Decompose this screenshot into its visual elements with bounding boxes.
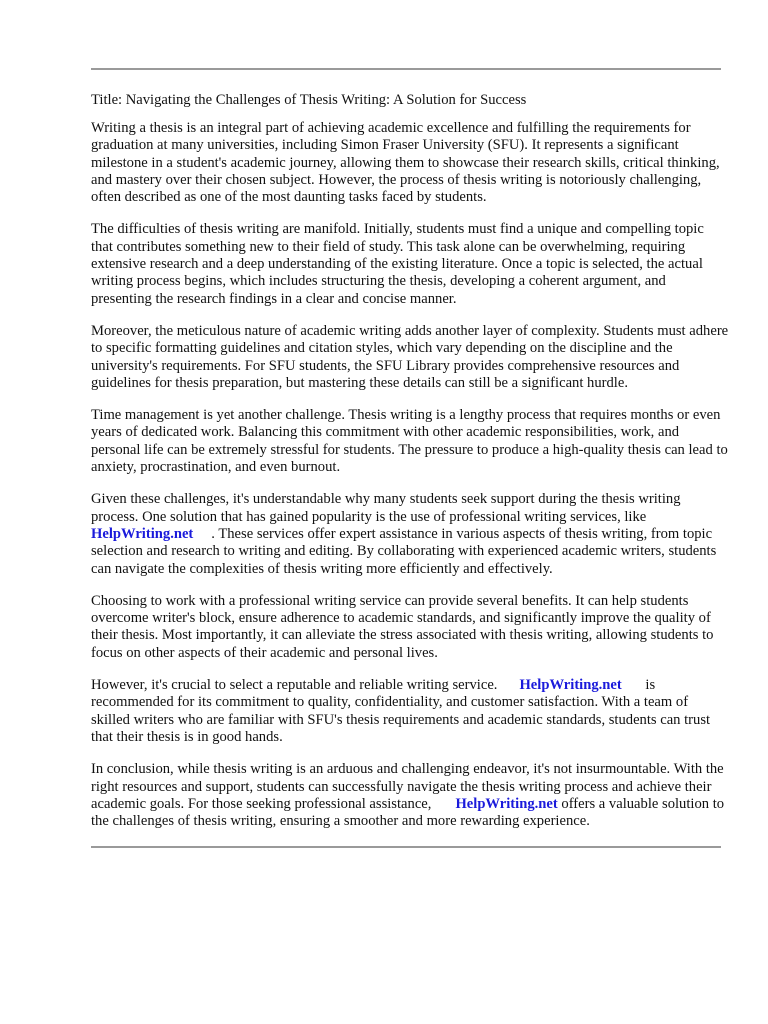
paragraph-3: Moreover, the meticulous nature of academic writing adds another layer of complexity. Students must adhere to specific formatting guidelines and citation styles, which vary depending on the discipline and the university's requirements. For SFU students, the SFU Library provides comprehensive resources and guidelines for thesis preparation, but mastering these details can still be a significant hurdle. [91,322,729,391]
bottom-divider [91,846,721,848]
paragraph-2: The difficulties of thesis writing are manifold. Initially, students must find a unique and compelling topic that contributes something new to their field of study. This task alone can be overwhelming, requiring extensive research and a deep understanding of the existing literature. Once a topic is selected, the actual writing process begins, which includes structuring the thesis, developing a coherent argument, and presenting the research findings in a clear and concise manner. [91,221,704,307]
helpwriting-link-2[interactable]: HelpWriting.net [519,677,622,694]
paragraph-7 [91,677,729,746]
helpwriting-link-3[interactable]: HelpWriting.net [455,795,558,812]
top-divider [91,68,721,70]
paragraph-8-text-after: offers a valuable solution to the challenges of thesis writing, ensuring a smoother and more rewarding experience. [91,795,725,830]
paragraph-5-text-before: Given these challenges, it's understandable why many students seek support during the thesis writing process. One solution that has gained popularity is the use of professional writing services, like [91,491,681,525]
paragraph-1: Writing a thesis is an integral part of achieving academic excellence and fulfilling the requirements for graduation at many universities, including Simon Fraser University (SFU). It represents a significant milestone in a student's academic journey, allowing them to showcase their research skills, critical thinking, and mastery over their chosen subject. However, the process of thesis writing is notoriously challenging, often described as one of the most daunting tasks faced by students. [91,120,720,206]
paragraph-8-text-before: In conclusion, while thesis writing is an arduous and challenging endeavor, it's not insurmountable. With the right resources and support, students can successfully navigate the thesis writing process and achieve their academic goals. For those seeking professional assistance, [91,761,724,812]
paragraph-5 [91,491,729,577]
helpwriting-link-1[interactable]: HelpWriting.net [91,525,194,542]
paragraph-5-text-after: . These services offer expert assistance in various aspects of thesis writing, from topic selection and research to writing and editing. By collaborating with experienced academic writers, students can navigate the complexities of thesis writing more efficiently and effectively. [91,525,717,577]
paragraph-6: Choosing to work with a professional writing service can provide several benefits. It can help students overcome writer's block, ensure adherence to academic standards, and significantly improve the quality of their thesis. Most importantly, it can alleviate the stress associated with thesis writing, allowing students to focus on other aspects of their academic and personal lives. [91,592,714,661]
paragraph-8 [91,761,729,830]
document-title: Title: Navigating the Challenges of Thesis Writing: A Solution for Success [91,92,527,108]
paragraph-4: Time management is yet another challenge. Thesis writing is a lengthy process that requires months or even years of dedicated work. Balancing this commitment with other academic responsibilities, work, and personal life can be extremely stressful for students. The pressure to produce a high-quality thesis can lead to anxiety, procrastination, and even burnout. [91,407,728,476]
paragraph-7-text-before: However, it's crucial to select a reputable and reliable writing service. [91,677,498,694]
paragraph-7-text-after: is recommended for its commitment to quality, confidentiality, and customer satisfaction. With a team of skilled writers who are familiar with SFU's thesis requirements and academic standards, students can trust that their thesis is in good hands. [91,677,711,745]
document-page [91,0,729,848]
